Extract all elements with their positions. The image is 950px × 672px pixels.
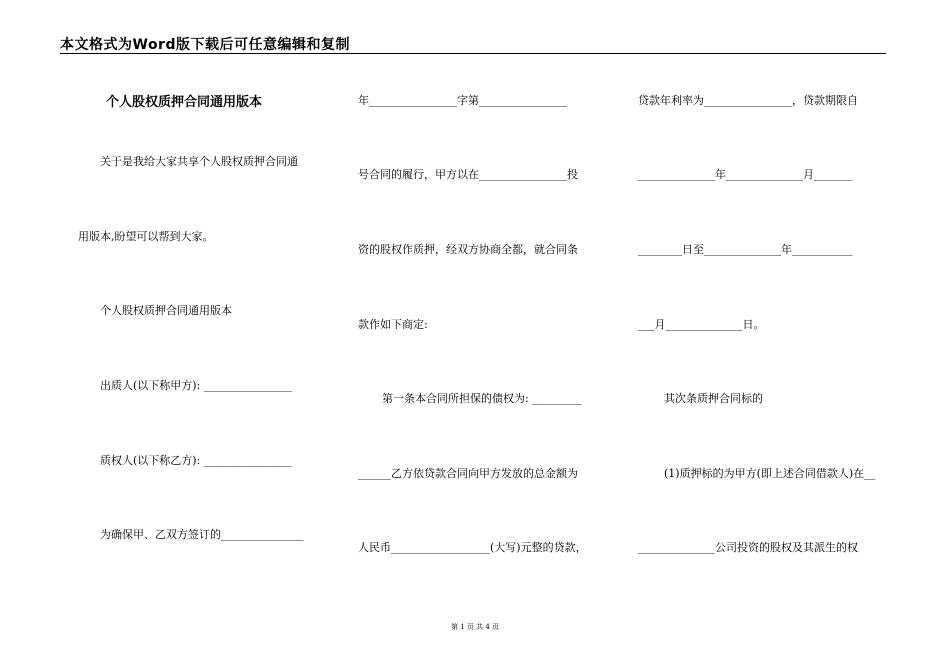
col3-line-7: ______________公司投资的股权及其派生的权 bbox=[638, 541, 858, 554]
col2-line-1: 年________________字第________________ bbox=[358, 94, 567, 107]
col3-line-6: (1)质押标的为甲方(即上述合同借款人)在__ bbox=[664, 467, 876, 480]
col2-line-6: ______乙方依贷款合同向甲方发放的总金额为 bbox=[358, 467, 578, 480]
col3-line-3: ________日至______________年___________ bbox=[638, 243, 853, 256]
col1-line-5: 质权人(以下称乙方): ________________ bbox=[100, 454, 292, 467]
document-title: 个人股权质押合同通用版本 bbox=[106, 95, 263, 110]
col2-line-7: 人民币__________________(大写)元整的贷款， bbox=[358, 541, 587, 554]
col1-line-6: 为确保甲、乙双方签订的_______________ bbox=[100, 528, 304, 541]
document-header: 本文格式为Word版下载后可任意编辑和复制 bbox=[60, 37, 350, 53]
col3-line-4: ___月______________日。 bbox=[638, 318, 765, 331]
col1-line-4: 出质人(以下称甲方): ________________ bbox=[100, 379, 292, 392]
header-divider bbox=[60, 53, 886, 54]
col2-line-3: 资的股权作质押，经双方协商全都，就合同条 bbox=[358, 243, 578, 256]
page-number: 第 1 页 共 4 页 bbox=[450, 623, 500, 631]
col3-line-1: 贷款年利率为________________，贷款期限自 bbox=[638, 94, 858, 107]
col2-line-2: 号合同的履行，甲方以在________________投 bbox=[358, 168, 578, 181]
col2-line-4: 款作如下商定: bbox=[358, 318, 428, 331]
col1-line-1: 关于是我给大家共享个人股权质押合同通 bbox=[100, 155, 298, 168]
col2-line-5: 第一条本合同所担保的债权为: _________ bbox=[382, 392, 582, 405]
col1-line-2: 用版本,盼望可以帮到大家。 bbox=[78, 230, 214, 243]
col3-line-5: 其次条质押合同标的 bbox=[664, 392, 763, 405]
col3-line-2: ______________年______________月_______ bbox=[638, 168, 853, 181]
col1-line-3: 个人股权质押合同通用版本 bbox=[100, 304, 232, 317]
